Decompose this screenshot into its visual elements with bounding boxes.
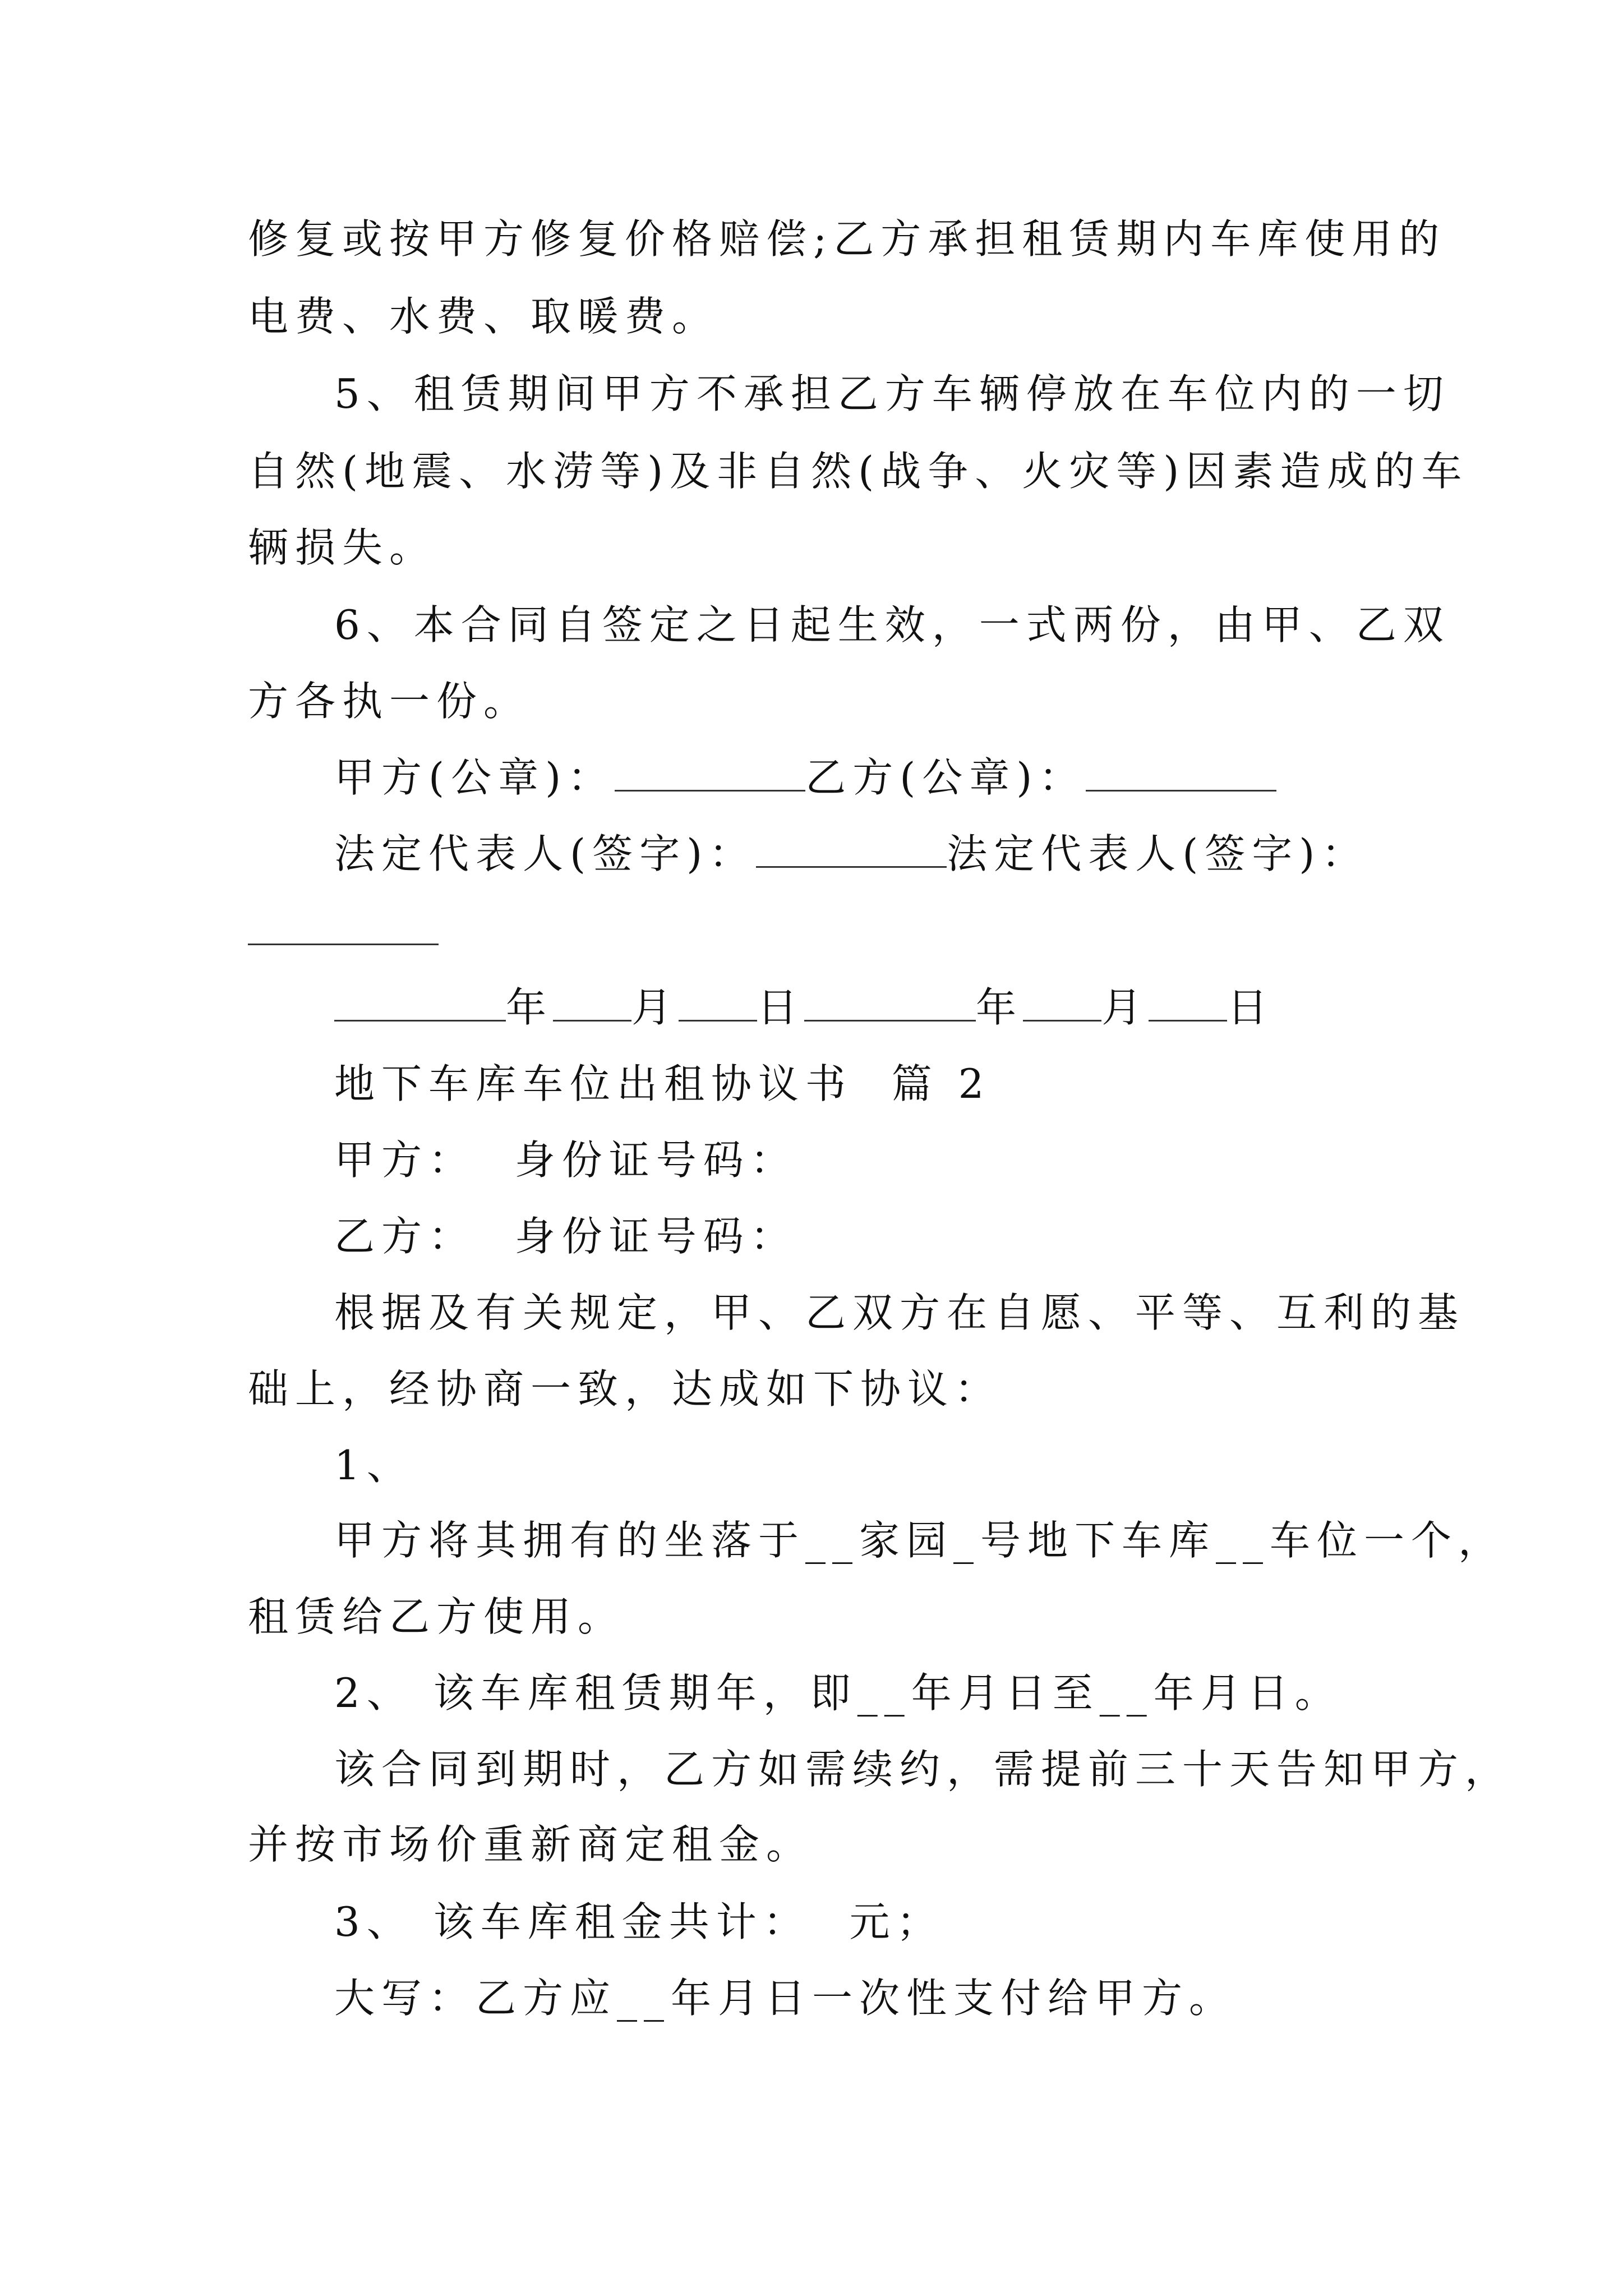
paragraph-line: 3、 该车库租金共计： 元；	[334, 1898, 944, 1945]
date-line	[334, 979, 1274, 1036]
item-number: 1、	[334, 1442, 414, 1489]
day-label-a: 日	[757, 984, 805, 1031]
paragraph-line: 租赁给乙方使用。	[248, 1593, 625, 1640]
paragraph-line: 大写：乙方应__年月日一次性支付给甲方。	[334, 1975, 1237, 2022]
paragraph-line: 根据及有关规定，甲、乙双方在自愿、平等、互利的基	[334, 1289, 1465, 1336]
party-a-seal-label: 甲方(公章)：	[334, 754, 615, 801]
party-b-seal-label: 乙方(公章)：	[805, 754, 1086, 801]
party-a-id-line: 甲方： 身份证号码：	[334, 1137, 797, 1184]
year-blank-b	[804, 983, 976, 1022]
party-a-seal-blank	[615, 753, 805, 792]
party-b-id-line: 乙方： 身份证号码：	[334, 1213, 797, 1260]
paragraph-line: 方各执一份。	[248, 678, 531, 725]
day-blank-b	[1149, 983, 1227, 1022]
party-b-seal-blank	[1086, 753, 1276, 792]
legal-rep-b-label: 法定代表人(签字)：	[947, 830, 1369, 877]
paragraph-line: 自然(地震、水涝等)及非自然(战争、火灾等)因素造成的车	[248, 448, 1469, 495]
paragraph-line: 该合同到期时，乙方如需续约，需提前三十天告知甲方，	[334, 1746, 1513, 1793]
paragraph-line: 6、本合同自签定之日起生效，一式两份，由甲、乙双	[334, 601, 1450, 648]
section-title: 地下车库车位出租协议书 篇 2	[334, 1060, 991, 1107]
paragraph-line: 辆损失。	[248, 524, 437, 571]
seal-line	[334, 749, 1276, 806]
legal-rep-b-blank	[248, 907, 439, 945]
day-label-b: 日	[1227, 984, 1275, 1031]
paragraph-line: 并按市场价重新商定租金。	[248, 1821, 814, 1868]
month-label-a: 月	[631, 984, 679, 1031]
legal-rep-b-line	[248, 903, 439, 959]
paragraph-line: 础上，经协商一致，达成如下协议：	[248, 1365, 1002, 1412]
paragraph-line: 电费、水费、取暖费。	[248, 293, 720, 340]
year-blank-a	[334, 983, 506, 1022]
month-blank-b	[1023, 983, 1101, 1022]
year-label-b: 年	[976, 984, 1023, 1031]
paragraph-line: 甲方将其拥有的坐落于__家园_号地下车库__车位一个，	[334, 1517, 1506, 1564]
paragraph-line: 2、 该车库租赁期年，即__年月日至__年月日。	[334, 1669, 1342, 1717]
month-label-b: 月	[1101, 984, 1149, 1031]
legal-rep-a-label: 法定代表人(签字)：	[334, 830, 757, 877]
paragraph-line: 修复或按甲方修复价格赔偿;乙方承担租赁期内车库使用的	[248, 215, 1446, 263]
year-label-a: 年	[506, 984, 554, 1031]
paragraph-line: 5、租赁期间甲方不承担乙方车辆停放在车位内的一切	[334, 370, 1450, 417]
legal-rep-a-blank	[756, 829, 947, 868]
day-blank-a	[679, 983, 757, 1022]
month-blank-a	[553, 983, 631, 1022]
legal-rep-line	[334, 826, 1368, 882]
